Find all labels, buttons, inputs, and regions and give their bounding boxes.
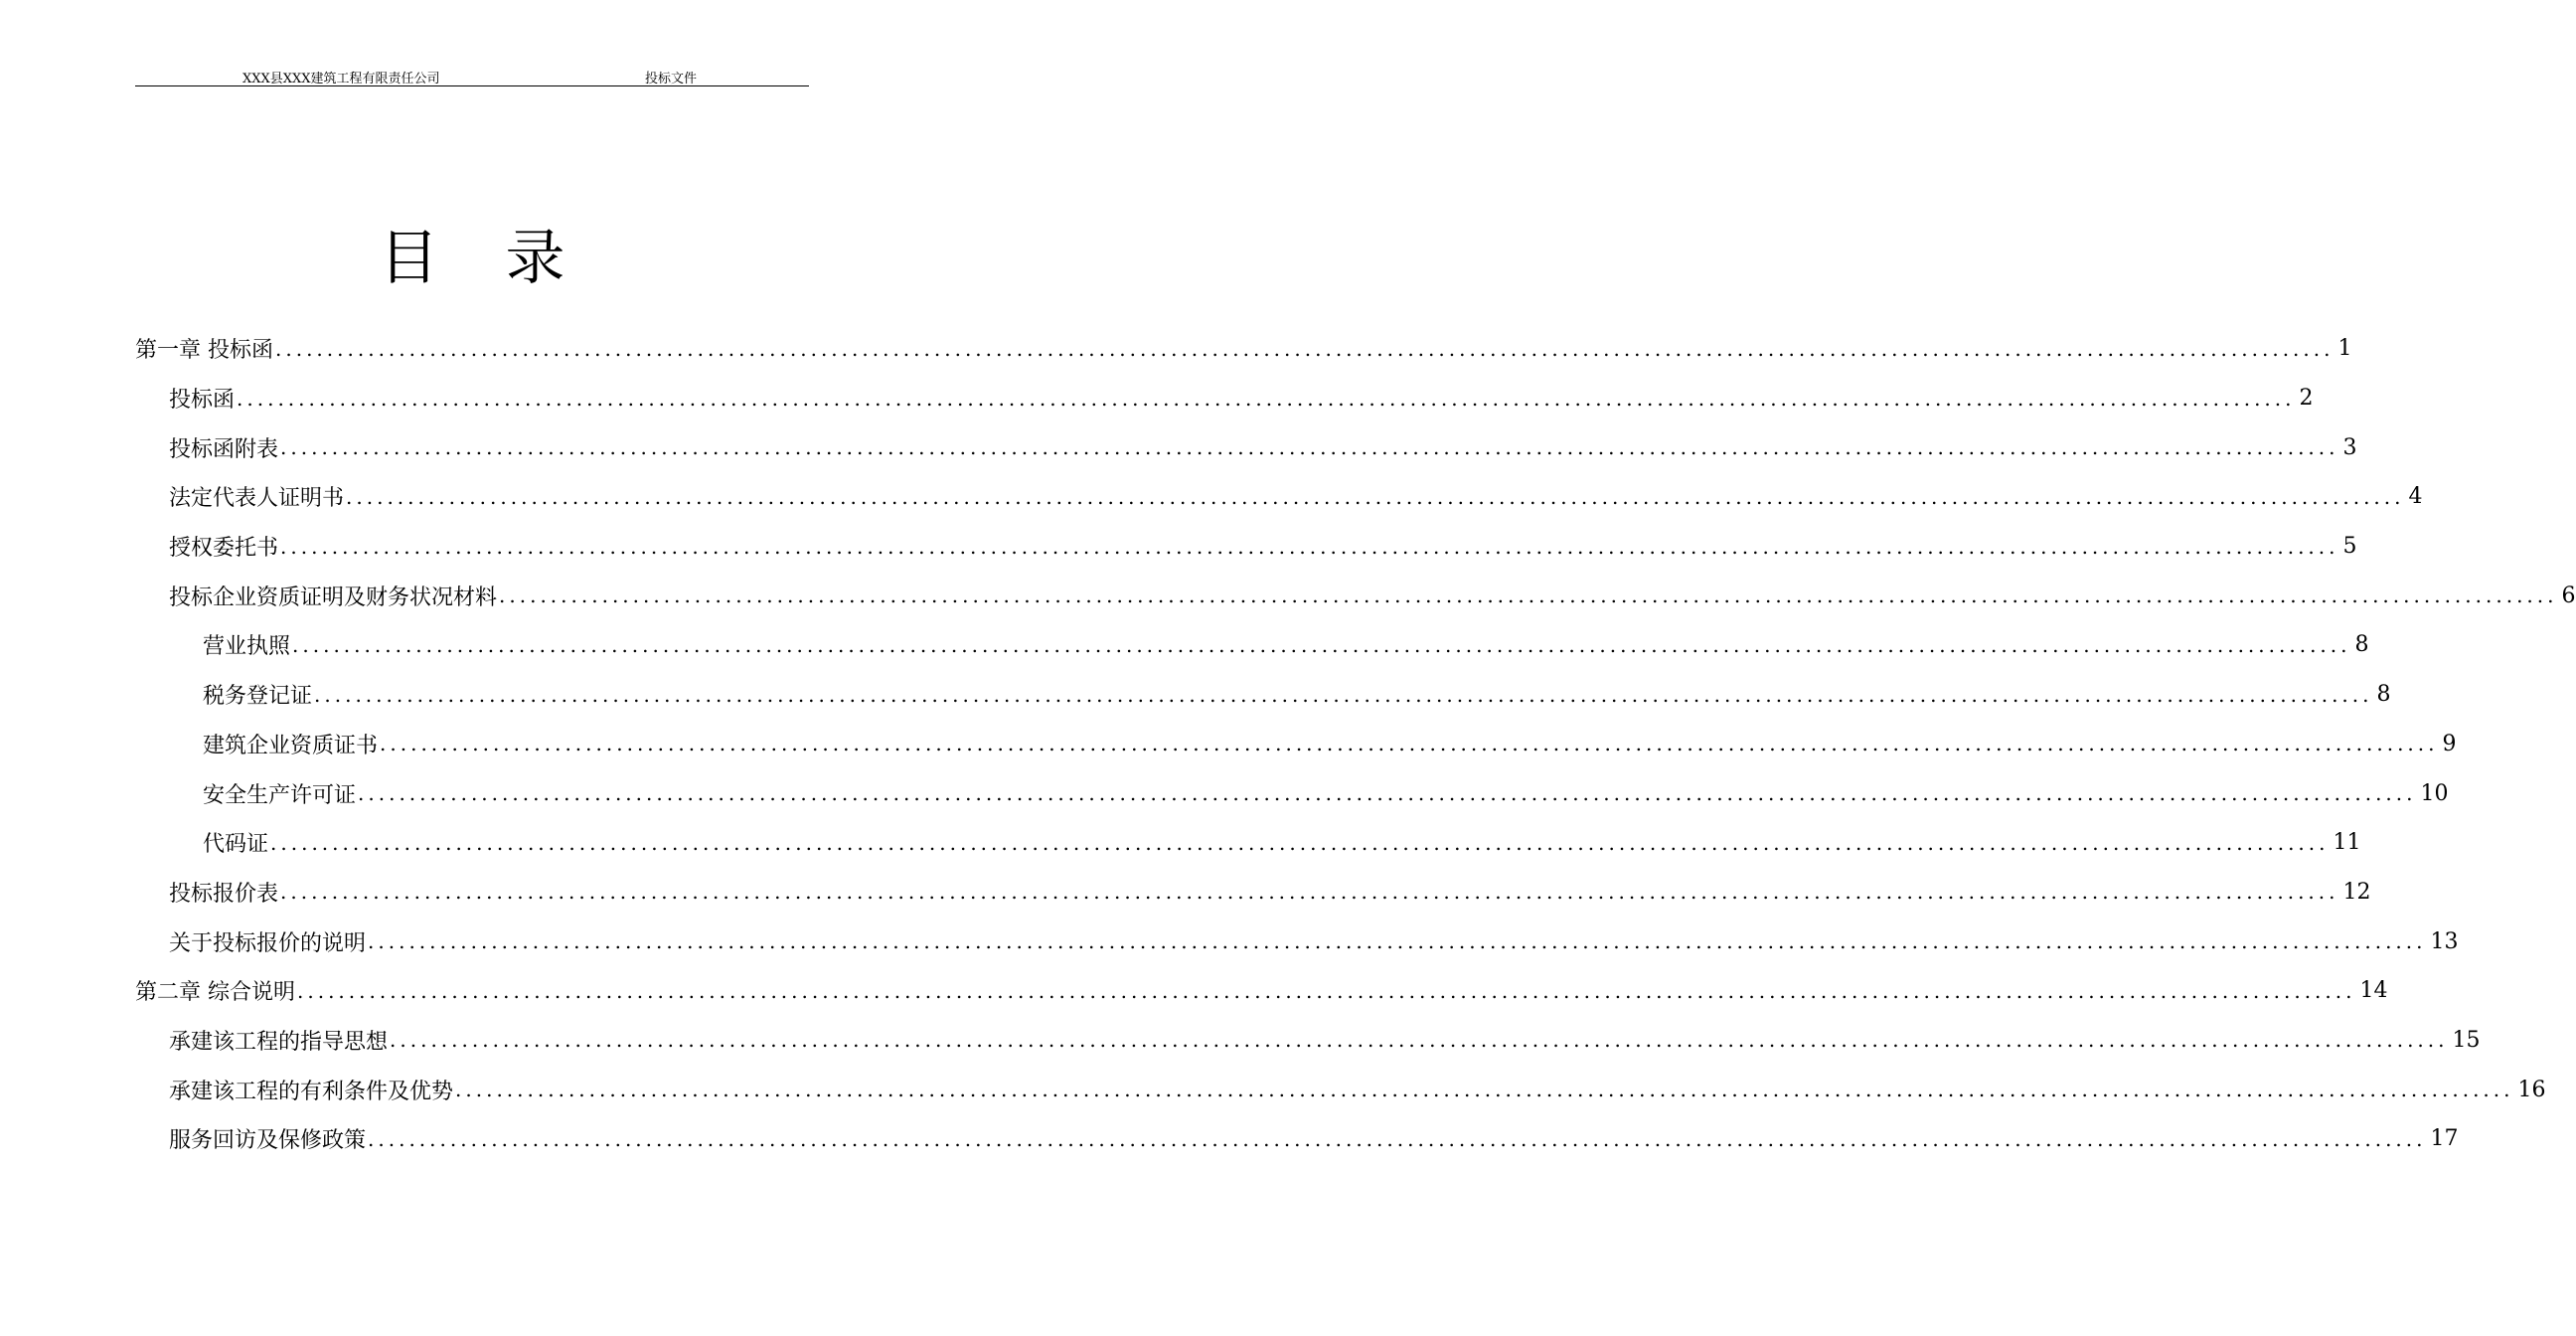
toc-dot-leader: ........................................................................................................................................................................................................ xyxy=(237,386,2296,411)
toc-entry[interactable] xyxy=(135,917,2459,966)
toc-entry-label: 税务登记证 xyxy=(203,684,313,710)
toc-entry[interactable] xyxy=(135,324,2352,374)
toc-dot-leader: ........................................................................................................................................................................................................ xyxy=(499,584,2558,608)
toc-entry-label: 承建该工程的指导思想 xyxy=(169,1029,389,1055)
page-title xyxy=(0,211,944,296)
toc-entry-page-number: 2 xyxy=(2299,386,2314,412)
toc-entry[interactable] xyxy=(135,1065,2546,1114)
toc-entry-label: 第一章 投标函 xyxy=(135,338,273,364)
toc-dot-leader: ........................................................................................................................................................................................................ xyxy=(280,534,2339,559)
toc-entry-page-number: 5 xyxy=(2342,534,2357,560)
toc-dot-leader: ........................................................................................................................................................................................................ xyxy=(297,978,2356,1003)
toc-entry[interactable] xyxy=(135,966,2388,1016)
toc-entry[interactable] xyxy=(135,818,2361,868)
toc-entry-label: 承建该工程的有利条件及优势 xyxy=(169,1079,454,1104)
toc-entry-page-number: 14 xyxy=(2359,978,2388,1004)
header-company-name: XXX县XXX建筑工程有限责任公司 xyxy=(242,72,440,86)
toc-dot-leader: ........................................................................................................................................................................................................ xyxy=(455,1078,2514,1102)
toc-entry-label: 投标函 xyxy=(169,388,236,414)
toc-entry-page-number: 6 xyxy=(2561,583,2576,608)
toc-dot-leader: ........................................................................................................................................................................................................ xyxy=(292,632,2351,657)
toc-entry-page-number: 15 xyxy=(2452,1027,2481,1053)
toc-entry[interactable] xyxy=(135,1114,2459,1164)
toc-dot-leader: ........................................................................................................................................................................................................ xyxy=(270,830,2330,855)
page-header xyxy=(135,64,809,86)
toc-dot-leader: ........................................................................................................................................................................................................ xyxy=(390,1028,2449,1053)
toc-entry[interactable] xyxy=(135,868,2371,918)
toc-entry-label: 建筑企业资质证书 xyxy=(203,733,379,758)
toc-entry[interactable] xyxy=(135,670,2391,720)
toc-entry[interactable] xyxy=(135,472,2423,522)
toc-entry[interactable] xyxy=(135,620,2369,670)
toc-dot-leader: ........................................................................................................................................................................................................ xyxy=(380,732,2439,756)
toc-entry-label: 代码证 xyxy=(203,832,269,858)
header-document-type: 投标文件 xyxy=(645,72,698,86)
toc-dot-leader: ........................................................................................................................................................................................................ xyxy=(280,880,2339,905)
toc-dot-leader: ........................................................................................................................................................................................................ xyxy=(314,682,2373,707)
toc-entry-page-number: 17 xyxy=(2430,1126,2459,1152)
toc-entry[interactable] xyxy=(135,522,2357,572)
toc-entry-label: 投标企业资质证明及财务状况材料 xyxy=(169,584,498,610)
table-of-contents xyxy=(135,324,2576,1164)
toc-entry-page-number: 8 xyxy=(2376,682,2391,708)
toc-dot-leader: ........................................................................................................................................................................................................ xyxy=(346,484,2405,509)
toc-dot-leader: ........................................................................................................................................................................................................ xyxy=(358,781,2417,806)
toc-dot-leader: ........................................................................................................................................................................................................ xyxy=(280,435,2339,460)
toc-dot-leader: ........................................................................................................................................................................................................ xyxy=(368,929,2427,954)
toc-entry[interactable] xyxy=(135,1016,2481,1066)
toc-entry-page-number: 13 xyxy=(2430,928,2459,954)
toc-entry-page-number: 1 xyxy=(2337,336,2352,362)
toc-entry[interactable] xyxy=(135,422,2357,472)
toc-entry[interactable] xyxy=(135,720,2457,769)
toc-entry-label: 服务回访及保修政策 xyxy=(169,1128,367,1154)
toc-entry[interactable] xyxy=(135,374,2314,423)
toc-entry-label: 第二章 综合说明 xyxy=(135,980,295,1006)
toc-dot-leader: ........................................................................................................................................................................................................ xyxy=(368,1126,2427,1151)
toc-entry-label: 法定代表人证明书 xyxy=(169,486,345,512)
title-char-2: 录 xyxy=(505,224,565,294)
toc-entry-page-number: 11 xyxy=(2333,830,2361,856)
title-char-1: 目 xyxy=(379,224,439,294)
toc-entry-label: 授权委托书 xyxy=(169,536,279,562)
toc-entry-page-number: 3 xyxy=(2342,434,2357,460)
toc-entry-page-number: 4 xyxy=(2408,484,2423,510)
toc-entry-label: 营业执照 xyxy=(203,634,291,660)
toc-entry-label: 安全生产许可证 xyxy=(203,782,357,808)
toc-entry-page-number: 8 xyxy=(2354,632,2369,658)
toc-entry-page-number: 10 xyxy=(2420,780,2449,806)
toc-entry-label: 关于投标报价的说明 xyxy=(169,930,367,956)
toc-entry[interactable] xyxy=(135,571,2576,620)
toc-entry-page-number: 12 xyxy=(2342,879,2371,905)
toc-dot-leader: ........................................................................................................................................................................................................ xyxy=(275,336,2334,361)
toc-entry-label: 投标报价表 xyxy=(169,881,279,907)
toc-entry-label: 投标函附表 xyxy=(169,436,279,462)
toc-entry-page-number: 9 xyxy=(2442,731,2457,756)
toc-entry[interactable] xyxy=(135,768,2449,818)
toc-entry-page-number: 16 xyxy=(2517,1077,2546,1102)
